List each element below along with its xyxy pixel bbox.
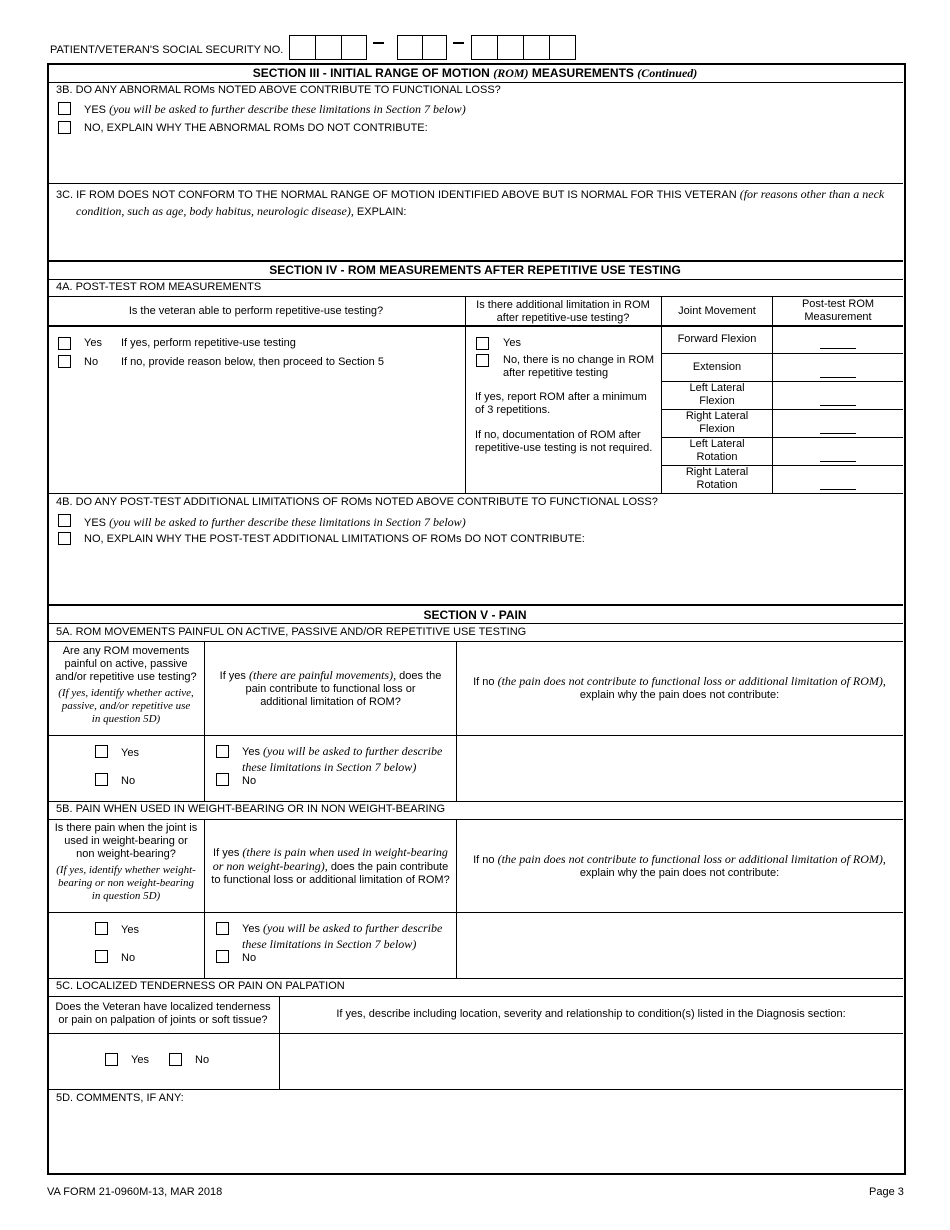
divider: [48, 735, 903, 736]
q5c-yes-checkbox[interactable]: [105, 1053, 118, 1066]
form-number: VA FORM 21-0960M-13, MAR 2018: [47, 1186, 223, 1198]
divider: [48, 325, 903, 327]
q4a-limit-yes-label: Yes: [503, 337, 521, 349]
divider: [48, 1089, 903, 1090]
q5b-contribute-yes-label: Yes (you will be asked to further describe these limitations in Section 7 below): [242, 921, 443, 951]
divider: [279, 996, 280, 1089]
q4b-yes-checkbox[interactable]: [58, 514, 71, 527]
q4a-col4-header: Post-test ROM Measurement: [801, 298, 875, 323]
left-lateral-flexion-measurement[interactable]: [820, 405, 856, 406]
divider: [661, 353, 903, 354]
q5a-explain-field[interactable]: [458, 737, 900, 799]
q5a-col1-header: Are any ROM movements painful on active, passive and/or repetitive use testing? (If yes, identify whether active, passive, and/or repetitive use in question 5D): [55, 645, 197, 725]
q3b-no-label: NO, EXPLAIN WHY THE ABNORMAL ROMs DO NOT CONTRIBUTE:: [84, 122, 428, 134]
divider: [204, 641, 205, 801]
question-3c: 3C. IF ROM DOES NOT CONFORM TO THE NORMAL RANGE OF MOTION IDENTIFIED ABOVE BUT IS NORMAL FOR THIS VETERAN (for reasons other than a neck condition, such as age, body habitus, neurologic disease), EXPLAIN:: [56, 187, 885, 218]
q5b-col3-header: If no (the pain does not contribute to functional loss or additional limitation of ROM), explain why the pain does not contribute:: [473, 852, 886, 879]
q4a-able-yes-checkbox[interactable]: [58, 337, 71, 350]
ssn-digit-box[interactable]: [397, 35, 423, 60]
question-5d: 5D. COMMENTS, IF ANY:: [56, 1092, 184, 1104]
divider: [48, 819, 903, 820]
q5c-col2-header: If yes, describe including location, severity and relationship to condition(s) listed in the Diagnosis section:: [336, 1008, 846, 1020]
movement-forward-flexion: Forward Flexion: [677, 333, 757, 345]
q5b-contribute-no-label: No: [242, 952, 257, 964]
right-lateral-rotation-measurement[interactable]: [820, 489, 856, 490]
q4a-col3-header: Joint Movement: [678, 305, 756, 317]
movement-right-lateral-flexion: Right Lateral Flexion: [685, 410, 749, 435]
divider: [48, 623, 903, 624]
q5a-col2-header: If yes (there are painful movements), does the pain contribute to functional loss or additional limitation of ROM?: [219, 668, 442, 708]
movement-left-lateral-flexion: Left Lateral Flexion: [689, 382, 745, 407]
divider: [48, 912, 903, 913]
q5a-painful-yes-label: Yes: [121, 747, 139, 759]
movement-left-lateral-rotation: Left Lateral Rotation: [689, 438, 745, 463]
question-3b: 3B. DO ANY ABNORMAL ROMs NOTED ABOVE CONTRIBUTE TO FUNCTIONAL LOSS?: [56, 84, 501, 96]
divider: [204, 819, 205, 978]
q3b-no-checkbox[interactable]: [58, 121, 71, 134]
divider: [48, 183, 903, 184]
q4a-able-no-note: If no, provide reason below, then proceed to Section 5: [121, 356, 384, 368]
question-5a: 5A. ROM MOVEMENTS PAINFUL ON ACTIVE, PASSIVE AND/OR REPETITIVE USE TESTING: [56, 626, 527, 638]
question-5c: 5C. LOCALIZED TENDERNESS OR PAIN ON PALPATION: [56, 980, 345, 992]
divider: [48, 296, 903, 297]
left-lateral-rotation-measurement[interactable]: [820, 461, 856, 462]
q5b-pain-yes-checkbox[interactable]: [95, 922, 108, 935]
q5c-yes-label: Yes: [131, 1054, 149, 1066]
q5c-no-label: No: [195, 1054, 210, 1066]
section-5-title: SECTION V - PAIN: [423, 608, 527, 622]
q4a-able-yes-label: Yes: [84, 337, 102, 349]
divider: [456, 819, 457, 978]
question-5b: 5B. PAIN WHEN USED IN WEIGHT-BEARING OR IN NON WEIGHT-BEARING: [56, 803, 446, 815]
ssn-digit-box[interactable]: [471, 35, 498, 60]
ssn-digit-box[interactable]: [497, 35, 524, 60]
q5a-contribute-yes-label: Yes (you will be asked to further describe these limitations in Section 7 below): [242, 744, 443, 774]
extension-measurement[interactable]: [820, 377, 856, 378]
q5b-contribute-yes-checkbox[interactable]: [216, 922, 229, 935]
question-4b: 4B. DO ANY POST-TEST ADDITIONAL LIMITATIONS OF ROMs NOTED ABOVE CONTRIBUTE TO FUNCTIONAL LOSS?: [56, 496, 658, 508]
question-4a: 4A. POST-TEST ROM MEASUREMENTS: [56, 281, 262, 293]
q4b-no-label: NO, EXPLAIN WHY THE POST-TEST ADDITIONAL LIMITATIONS OF ROMs DO NOT CONTRIBUTE:: [84, 533, 585, 545]
divider: [456, 641, 457, 801]
q3b-explain-field[interactable]: [50, 138, 900, 182]
q5b-contribute-no-checkbox[interactable]: [216, 950, 229, 963]
divider: [48, 978, 903, 979]
divider: [48, 82, 903, 83]
q4a-able-no-checkbox[interactable]: [58, 355, 71, 368]
divider: [48, 260, 903, 262]
divider: [48, 1033, 903, 1034]
q5a-col3-header: If no (the pain does not contribute to functional loss or additional limitation of ROM), explain why the pain does not contribute:: [473, 674, 886, 701]
divider: [48, 279, 903, 280]
q5a-contribute-yes-checkbox[interactable]: [216, 745, 229, 758]
q5a-contribute-no-label: No: [242, 775, 257, 787]
q3b-yes-label: YES (you will be asked to further describe these limitations in Section 7 below): [84, 102, 466, 116]
ssn-label: PATIENT/VETERAN'S SOCIAL SECURITY NO.: [50, 44, 284, 56]
q5d-comments-field[interactable]: [50, 1108, 900, 1168]
q4a-able-no-label: No: [84, 356, 99, 368]
right-lateral-flexion-measurement[interactable]: [820, 433, 856, 434]
q3c-explain-field[interactable]: [50, 220, 900, 258]
divider: [48, 604, 903, 606]
page-number: Page 3: [869, 1186, 904, 1198]
q4a-able-yes-note: If yes, perform repetitive-use testing: [121, 337, 296, 349]
q4a-limit-no-label: No, there is no change in ROM after repetitive testing: [503, 354, 655, 379]
q5b-col1-header: Is there pain when the joint is used in weight-bearing or non weight-bearing? (If yes, identify whether weight- bearing or non weight-bearing in question 5D): [54, 822, 198, 902]
ssn-dash: [373, 42, 384, 44]
q4b-yes-label: YES (you will be asked to further describe these limitations in Section 7 below): [84, 515, 466, 529]
q4a-col2-header: Is there additional limitation in ROM after repetitive-use testing?: [476, 299, 650, 324]
q5b-pain-no-label: No: [121, 952, 136, 964]
ssn-digit-box[interactable]: [549, 35, 576, 60]
ssn-digit-box[interactable]: [289, 35, 316, 60]
section-3-title: SECTION III - INITIAL RANGE OF MOTION (ROM) MEASUREMENTS (Continued): [252, 66, 698, 80]
divider: [48, 996, 903, 997]
ssn-digit-box[interactable]: [315, 35, 342, 60]
q4a-limit-no-checkbox[interactable]: [476, 354, 489, 367]
q5a-painful-yes-checkbox[interactable]: [95, 745, 108, 758]
q5b-pain-yes-label: Yes: [121, 924, 139, 936]
q5b-col2-header: If yes (there is pain when used in weight-bearing or non weight-bearing), does the pain contribute to functional loss or additional limitation of ROM?: [211, 845, 450, 886]
movement-extension: Extension: [692, 361, 742, 373]
ssn-digit-box[interactable]: [341, 35, 367, 60]
q4a-limit-note-yes: If yes, report ROM after a minimum of 3 repetitions.: [475, 391, 647, 416]
ssn-dash: [453, 42, 464, 44]
q5a-painful-no-label: No: [121, 775, 136, 787]
forward-flexion-measurement[interactable]: [820, 348, 856, 349]
q5b-pain-no-checkbox[interactable]: [95, 950, 108, 963]
q5c-no-checkbox[interactable]: [169, 1053, 182, 1066]
divider: [48, 641, 903, 642]
ssn-digit-box[interactable]: [523, 35, 550, 60]
q4b-explain-field[interactable]: [50, 550, 900, 602]
q4a-col1-header: Is the veteran able to perform repetitive-use testing?: [128, 305, 384, 317]
q4a-limit-note-no: If no, documentation of ROM after repetitive-use testing is not required.: [475, 429, 653, 454]
q4b-no-checkbox[interactable]: [58, 532, 71, 545]
q5c-describe-field[interactable]: [281, 1035, 900, 1087]
ssn-digit-box[interactable]: [422, 35, 447, 60]
q5b-explain-field[interactable]: [458, 914, 900, 976]
section-4-title: SECTION IV - ROM MEASUREMENTS AFTER REPETITIVE USE TESTING: [269, 263, 681, 277]
q5a-contribute-no-checkbox[interactable]: [216, 773, 229, 786]
q5a-painful-no-checkbox[interactable]: [95, 773, 108, 786]
q5c-col1-header: Does the Veteran have localized tenderness or pain on palpation of joints or soft tissue?: [55, 1001, 271, 1026]
q4a-limit-yes-checkbox[interactable]: [476, 337, 489, 350]
divider: [48, 493, 903, 494]
movement-right-lateral-rotation: Right Lateral Rotation: [685, 466, 749, 491]
divider: [465, 296, 466, 493]
q3b-yes-checkbox[interactable]: [58, 102, 71, 115]
divider: [772, 296, 773, 493]
divider: [48, 801, 903, 802]
